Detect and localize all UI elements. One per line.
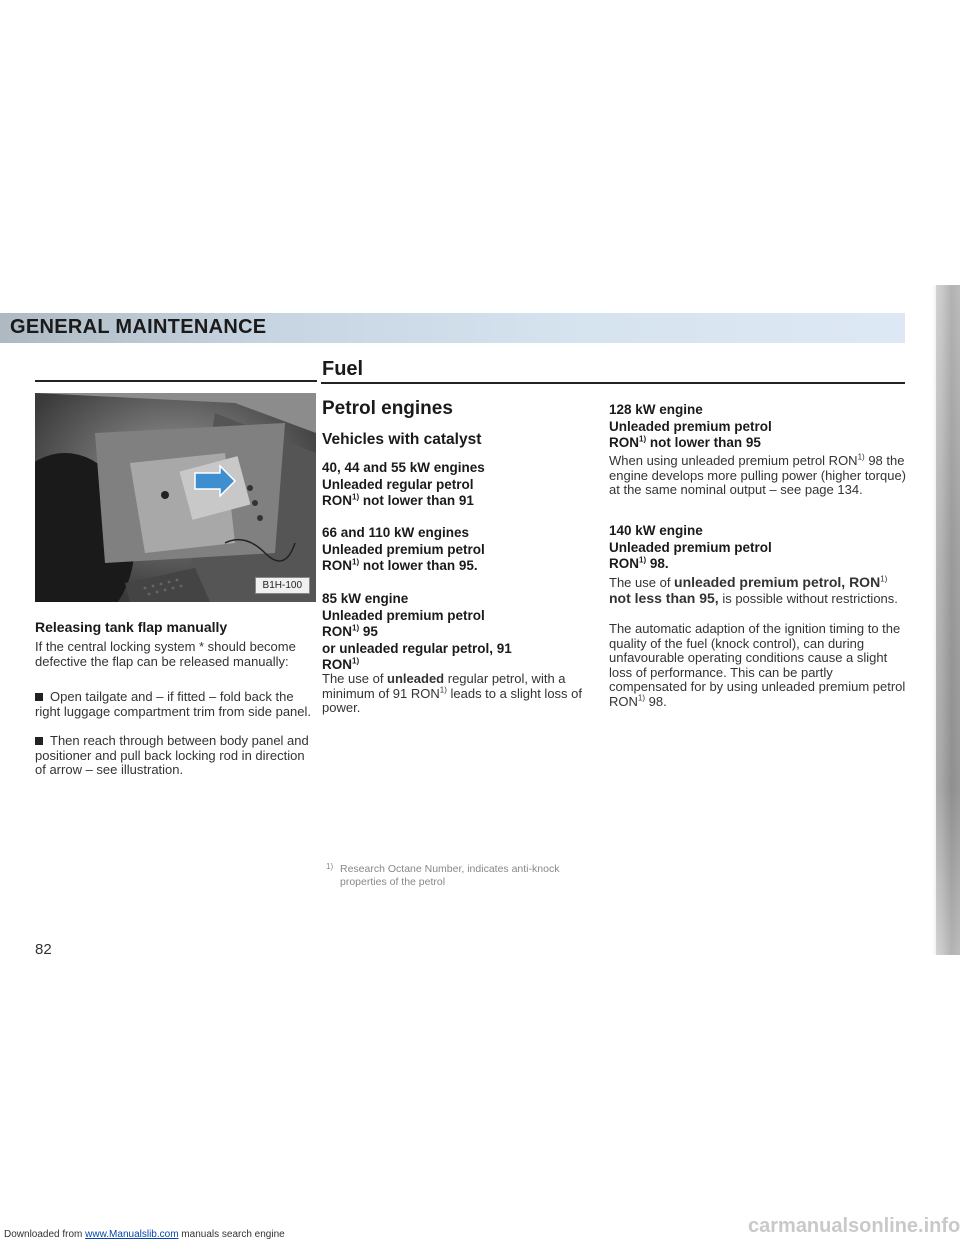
footnote-ref: 1): [352, 492, 360, 502]
footnote-mark: 1): [326, 862, 334, 871]
para-text: 98 the engine develops more pulling power (higher torque) at the same nominal output – see page 134.: [609, 453, 907, 497]
block-128-line-2: Unleaded premium petrol: [609, 418, 772, 434]
fuel-block-1: [322, 460, 485, 510]
bullet-icon: [35, 693, 43, 701]
block-3-line-4: or unleaded regular petrol, 91: [322, 640, 512, 656]
bullet-2-text: Then reach through between body panel and positioner and pull back locking rod in direction of arrow – see illustration.: [35, 733, 309, 777]
ron-value: 95: [359, 624, 378, 639]
thumb-tab-shade: [936, 285, 960, 955]
left-rule: [35, 380, 317, 382]
footnote-ref: 1): [857, 452, 865, 462]
block-2-line-1: 66 and 110 kW engines: [322, 525, 470, 540]
fuel-block-128kw: [609, 402, 772, 452]
block-140-line-2: Unleaded premium petrol: [609, 539, 772, 555]
left-intro: If the central locking system * should become defective the flap can be released manually:: [35, 639, 296, 669]
footnote: [326, 862, 598, 889]
petrol-engines-heading: Petrol engines: [322, 398, 453, 419]
ron-label: RON: [322, 558, 352, 573]
block-3-line-2: Unleaded premium petrol: [322, 607, 485, 623]
block-2-line-3: [322, 558, 485, 575]
ron-label: RON: [609, 435, 639, 450]
header-suffix: manuals search engine: [178, 1229, 285, 1240]
download-header: [4, 1229, 285, 1240]
footnote-ref: 1): [439, 685, 447, 695]
block-1-line-1: 40, 44 and 55 kW engines: [322, 460, 485, 475]
illustration-drawing: [35, 393, 316, 602]
ron-label: RON: [322, 493, 352, 508]
regular-petrol-paragraph: [322, 672, 598, 716]
para-bold: not less than 95,: [609, 589, 719, 606]
page-number: 82: [35, 941, 52, 958]
unrestricted-use-paragraph: [609, 575, 906, 606]
footnote-ref: 1): [637, 693, 646, 703]
para-text: leads to a slight loss of power.: [322, 685, 583, 715]
footnote-ref: 1): [352, 656, 360, 666]
ron-label: RON: [322, 624, 352, 639]
para-bold: unleaded premium petrol, RON: [674, 574, 881, 590]
section-title: Fuel: [322, 358, 364, 380]
left-heading: Releasing tank flap manually: [35, 619, 228, 635]
bullet-icon: [35, 737, 43, 745]
block-3-line-3: [322, 624, 512, 641]
header-prefix: Downloaded from: [4, 1229, 86, 1240]
block-128-line-1: 128 kW engine: [609, 402, 703, 417]
para-text: The use of: [322, 671, 388, 686]
block-1-line-2: Unleaded regular petrol: [322, 476, 474, 492]
ron-label: RON: [609, 556, 639, 571]
para-text: The automatic adaption of the ignition timing to the quality of the fuel (knock control), can during unfavourable operating conditions cause a slight loss of performance. This can be partly compensated for by using unleaded premium petrol RON: [609, 621, 906, 709]
footnote-ref: 1): [352, 557, 360, 567]
ron-value: 98.: [646, 556, 669, 571]
block-140-line-1: 140 kW engine: [609, 523, 703, 538]
block-140-line-3: [609, 556, 772, 573]
left-bullet-2: [35, 734, 316, 778]
ron-value: not lower than 95: [646, 435, 761, 450]
para-text: When using unleaded premium petrol RON: [609, 453, 858, 468]
fuel-block-140kw: [609, 523, 772, 573]
right-rule: [321, 382, 905, 384]
footnote-ref: 1): [352, 623, 360, 633]
footnote-ref: 1): [880, 574, 888, 584]
ron-value: not lower than 91: [359, 493, 474, 508]
block-1-line-3: [322, 493, 485, 510]
fuel-block-2: [322, 525, 485, 575]
tank-flap-illustration: [35, 393, 316, 602]
para-text: regular petrol, with a minimum of 91 RON: [322, 671, 566, 701]
fuel-block-3: [322, 591, 512, 674]
banner-title: GENERAL MAINTENANCE: [10, 316, 267, 338]
catalyst-heading: Vehicles with catalyst: [322, 431, 482, 448]
ron-value: not lower than 95.: [359, 558, 478, 573]
watermark: carmanualsonline.info: [748, 1215, 960, 1237]
para-text: is possible without restrictions.: [718, 590, 898, 606]
figure-label: B1H-100: [255, 577, 310, 594]
premium-98-paragraph: [609, 454, 906, 498]
block-3-line-1: 85 kW engine: [322, 591, 409, 606]
knock-control-paragraph: [609, 622, 906, 709]
footnote-text: Research Octane Number, indicates anti-knock properties of the petrol: [340, 863, 560, 888]
para-bold: unleaded: [387, 671, 445, 686]
footnote-ref: 1): [639, 434, 647, 444]
block-128-line-3: [609, 435, 772, 452]
manualslib-link[interactable]: www.Manualslib.com: [85, 1229, 179, 1240]
para-text: The use of: [609, 575, 675, 590]
left-bullet-1: [35, 690, 316, 719]
footnote-ref: 1): [639, 555, 647, 565]
ron-label: RON: [322, 657, 352, 672]
bullet-1-text: Open tailgate and – if fitted – fold back the right luggage compartment trim from side panel.: [35, 689, 312, 719]
block-2-line-2: Unleaded premium petrol: [322, 541, 485, 557]
para-text: 98.: [645, 693, 667, 709]
